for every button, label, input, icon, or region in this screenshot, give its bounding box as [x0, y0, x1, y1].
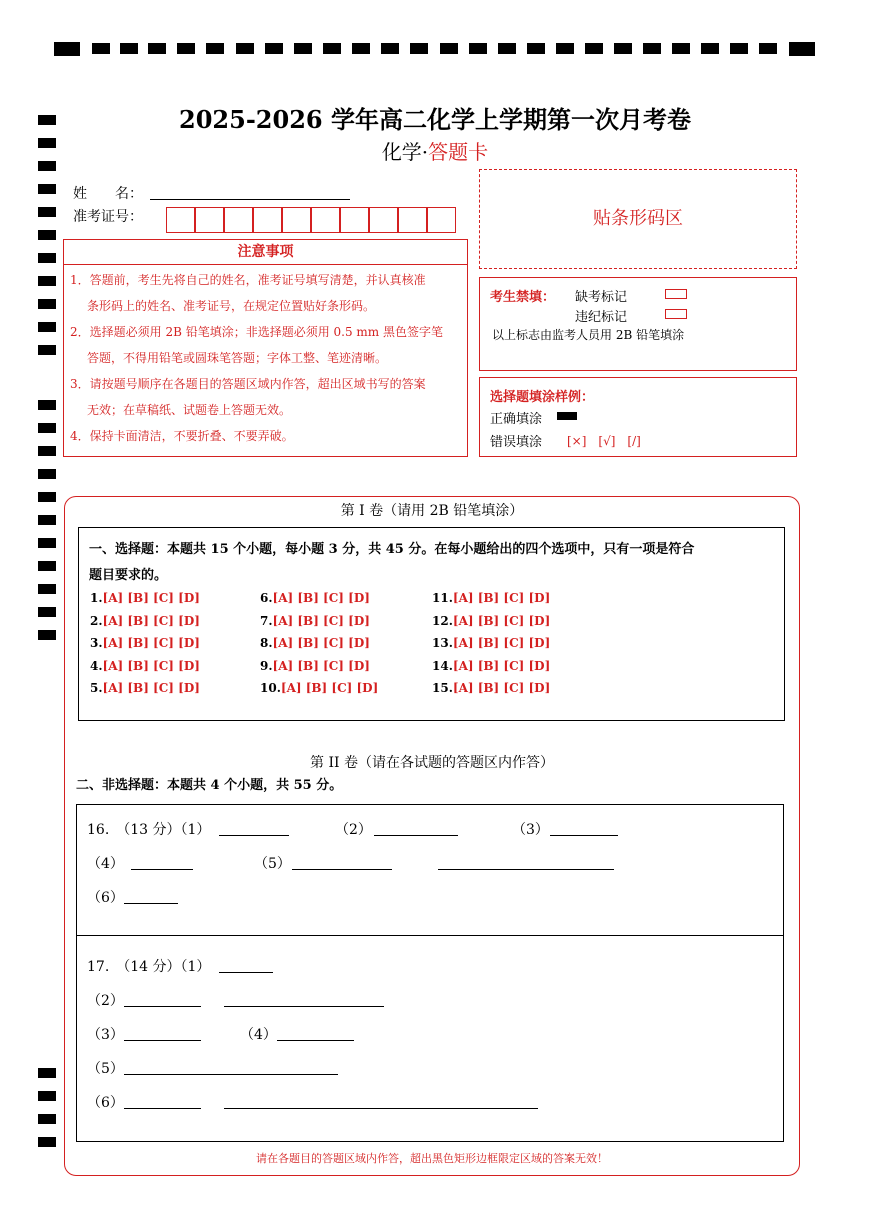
- fill-example-box: [479, 377, 797, 457]
- mcq-item[interactable]: [90, 636, 200, 650]
- mcq-number: 10.: [260, 681, 281, 695]
- mcq-number: 13.: [432, 636, 453, 650]
- id-label: 准考证号：: [73, 209, 143, 225]
- id-digit-box[interactable]: [398, 207, 427, 233]
- timing-mark: [38, 184, 56, 194]
- timing-mark: [38, 538, 56, 548]
- id-digit-box[interactable]: [369, 207, 398, 233]
- q16-head: 16. （13 分）（1）: [87, 822, 211, 838]
- notice-item: 条形码上的姓名、准考证号，在规定位置贴好条形码。: [87, 299, 376, 313]
- q17-1-answer[interactable]: [219, 972, 273, 973]
- mcq-options[interactable]: [A] [B] [C] [D]: [272, 613, 370, 628]
- q16-6-answer[interactable]: [124, 903, 178, 904]
- mcq-item[interactable]: [432, 614, 550, 628]
- timing-mark: [38, 584, 56, 594]
- wrong-fill-label: 错误填涂: [490, 435, 543, 450]
- q17-6-answer-a[interactable]: [124, 1108, 201, 1109]
- mcq-item[interactable]: [260, 681, 378, 695]
- absent-label: 缺考标记: [575, 290, 628, 305]
- q16-2-label: （2）: [335, 822, 372, 838]
- mcq-options[interactable]: [A] [B] [C] [D]: [272, 591, 370, 605]
- timing-mark: [38, 1114, 56, 1124]
- q17-6-label: （6）: [87, 1095, 124, 1111]
- mcq-options[interactable]: [A] [B] [C] [D]: [280, 681, 379, 695]
- timing-mark: [38, 561, 56, 571]
- mcq-item[interactable]: [432, 591, 550, 605]
- mcq-number: 14.: [432, 658, 453, 673]
- correct-fill-label: 正确填涂: [490, 412, 543, 427]
- mcq-number: 15.: [432, 681, 453, 695]
- mcq-item[interactable]: [432, 681, 550, 695]
- fill-example-title: 选择题填涂样例：: [490, 390, 595, 405]
- mcq-item[interactable]: [90, 659, 200, 673]
- mcq-number: 8.: [260, 636, 273, 650]
- mcq-options[interactable]: [A] [B] [C] [D]: [452, 681, 551, 695]
- part1-heading: 第 I 卷（请用 2B 铅笔填涂）: [340, 503, 524, 519]
- mcq-options[interactable]: [A] [B] [C] [D]: [102, 636, 200, 650]
- notice-item: 无效；在草稿纸、试题卷上答题无效。: [87, 403, 292, 417]
- timing-mark: [38, 1091, 56, 1101]
- id-digit-box[interactable]: [253, 207, 282, 233]
- name-field[interactable]: [150, 199, 350, 200]
- mcq-item[interactable]: [260, 636, 370, 650]
- violation-label: 违纪标记: [575, 310, 628, 325]
- timing-mark: [38, 400, 56, 410]
- mcq-options[interactable]: [A] [B] [C] [D]: [102, 591, 200, 605]
- forbidden-box: [479, 277, 797, 371]
- page-subtitle: 化学·答题卡: [381, 140, 489, 164]
- id-digit-box[interactable]: [195, 207, 224, 233]
- q16-3-label: （3）: [512, 822, 549, 838]
- q16-5-answer-b[interactable]: [438, 869, 614, 870]
- mcq-number: 2.: [90, 613, 103, 628]
- notice-item: 2．选择题必须用 2B 铅笔填涂；非选择题必须用 0.5 mm 黑色签字笔: [70, 325, 444, 339]
- mcq-options[interactable]: [A] [B] [C] [D]: [272, 636, 370, 650]
- mcq-options[interactable]: [A] [B] [C] [D]: [102, 613, 200, 628]
- q16-1-answer[interactable]: [219, 835, 289, 836]
- footer-note: 请在各题目的答题区域内作答，超出黑色矩形边框限定区域的答案无效！: [256, 1152, 608, 1165]
- mcq-number: 7.: [260, 613, 273, 628]
- q17-5-label: （5）: [87, 1061, 124, 1077]
- wrong-fill-marks: [×] [√] [/]: [567, 434, 641, 448]
- mcq-number: 1.: [90, 591, 103, 605]
- filled-mark-icon: [557, 412, 577, 420]
- timing-mark: [38, 469, 56, 479]
- q17-4-answer[interactable]: [277, 1040, 354, 1041]
- q16-5-label: （5）: [254, 856, 291, 872]
- mcq-number: 6.: [260, 591, 273, 605]
- absent-checkbox[interactable]: [665, 289, 687, 299]
- timing-mark: [38, 345, 56, 355]
- q17-head: 17. （14 分）（1）: [87, 959, 211, 975]
- mcq-options[interactable]: [A] [B] [C] [D]: [452, 636, 551, 650]
- q17-4-label: （4）: [240, 1027, 277, 1043]
- notice-item: 答题，不得用铅笔或圆珠笔答题；字体工整、笔迹清晰。: [87, 351, 388, 365]
- q17-2-answer-a[interactable]: [124, 1006, 201, 1007]
- mcq-options[interactable]: [A] [B] [C] [D]: [452, 658, 551, 673]
- notice-item: 3．请按题号顺序在各题目的答题区域内作答，超出区域书写的答案: [70, 377, 426, 391]
- mcq-options[interactable]: [A] [B] [C] [D]: [102, 658, 200, 673]
- notice-title: 注意事项: [237, 244, 294, 260]
- barcode-area: [479, 169, 797, 269]
- q17-6-answer-b[interactable]: [224, 1108, 538, 1109]
- id-digit-box[interactable]: [224, 207, 253, 233]
- forbidden-note: 以上标志由监考人员用 2B 铅笔填涂: [492, 328, 685, 342]
- timing-mark: [38, 1068, 56, 1078]
- notice-item: 1．答题前，考生先将自己的姓名，准考证号填写清楚，并认真核准: [70, 273, 426, 287]
- q17-3-label: （3）: [87, 1027, 124, 1043]
- mcq-item[interactable]: [260, 591, 370, 605]
- timing-mark: [38, 230, 56, 240]
- id-digit-box[interactable]: [340, 207, 369, 233]
- q16-3-answer[interactable]: [550, 835, 618, 836]
- mcq-item[interactable]: [90, 614, 200, 628]
- mcq-item[interactable]: [432, 659, 550, 673]
- timing-mark: [38, 253, 56, 263]
- mcq-item[interactable]: [90, 591, 200, 605]
- timing-mark: [38, 423, 56, 433]
- q16-6-label: （6）: [87, 890, 124, 906]
- q16-2-answer[interactable]: [374, 835, 458, 836]
- notice-box: [63, 264, 468, 457]
- mcq-instruction: 一、选择题：本题共 15 个小题，每小题 3 分，共 45 分。在每小题给出的四个选项中，只有一项是符合: [89, 542, 695, 557]
- mcq-options[interactable]: [A] [B] [C] [D]: [102, 681, 200, 695]
- mcq-instruction-cont: 题目要求的。: [89, 568, 168, 583]
- timing-mark: [38, 299, 56, 309]
- q17-3-answer[interactable]: [124, 1040, 201, 1041]
- barcode-label: 贴条形码区: [593, 208, 683, 229]
- timing-mark: [38, 446, 56, 456]
- mcq-options[interactable]: [A] [B] [C] [D]: [452, 613, 551, 628]
- mcq-number: 4.: [90, 658, 103, 673]
- q16-4-label: （4）: [87, 856, 124, 872]
- timing-mark: [38, 1137, 56, 1147]
- part2-heading: 第 II 卷（请在各试题的答题区内作答）: [310, 755, 554, 771]
- mcq-number: 12.: [432, 613, 453, 628]
- q17-5-answer[interactable]: [124, 1074, 338, 1075]
- timing-mark: [38, 492, 56, 502]
- mcq-number: 11.: [432, 591, 453, 605]
- forbidden-title: 考生禁填：: [490, 290, 556, 305]
- timing-mark: [38, 515, 56, 525]
- timing-mark: [38, 276, 56, 286]
- mcq-number: 5.: [90, 681, 103, 695]
- notice-item: 4．保持卡面清洁，不要折叠、不要弄破。: [70, 429, 294, 443]
- q17-2-label: （2）: [87, 993, 124, 1009]
- notice-title-box: [63, 239, 468, 265]
- violation-checkbox[interactable]: [665, 309, 687, 319]
- page-title: 2025-2026 学年高二化学上学期第一次月考卷: [179, 105, 691, 134]
- q16-4-answer[interactable]: [131, 869, 193, 870]
- name-label: 姓 名：: [73, 186, 143, 202]
- part2-instruction: 二、非选择题：本题共 4 个小题，共 55 分。: [76, 778, 343, 793]
- id-digit-box[interactable]: [282, 207, 311, 233]
- mcq-item[interactable]: [90, 681, 200, 695]
- mcq-number: 3.: [90, 636, 103, 650]
- mcq-item[interactable]: [260, 614, 370, 628]
- mcq-options[interactable]: [A] [B] [C] [D]: [452, 591, 551, 605]
- id-digit-box[interactable]: [166, 207, 195, 233]
- mcq-options[interactable]: [A] [B] [C] [D]: [272, 658, 370, 673]
- mcq-number: 9.: [260, 658, 273, 673]
- mcq-item[interactable]: [432, 636, 550, 650]
- id-digit-box[interactable]: [311, 207, 340, 233]
- q16-5-answer-a[interactable]: [292, 869, 392, 870]
- timing-mark: [38, 630, 56, 640]
- mcq-item[interactable]: [260, 659, 370, 673]
- q17-2-answer-b[interactable]: [224, 1006, 384, 1007]
- id-digit-box[interactable]: [427, 207, 456, 233]
- timing-mark: [38, 607, 56, 617]
- timing-mark: [38, 207, 56, 217]
- timing-mark: [38, 322, 56, 332]
